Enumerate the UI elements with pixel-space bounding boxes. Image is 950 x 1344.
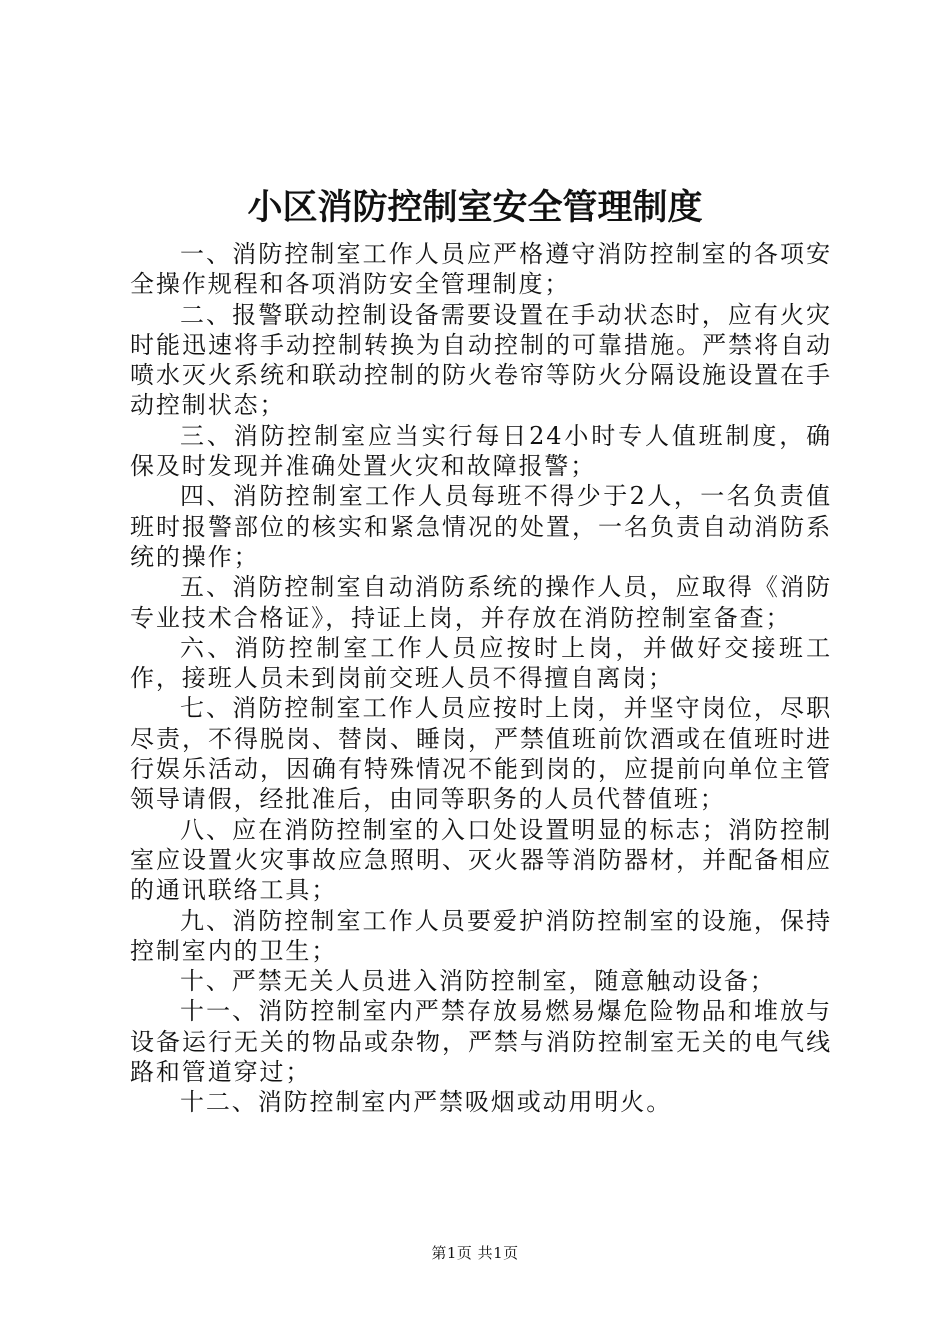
- regulation-item-12: 十二、消防控制室内严禁吸烟或动用明火。: [180, 1088, 673, 1117]
- regulation-item-11: 十一、消防控制室内严禁存放易燃易爆危险物品和堆放与设备运行无关的物品或杂物，严禁与消防控制室无关的电气线路和管道穿过；: [130, 997, 832, 1087]
- regulation-item-2: 二、报警联动控制设备需要设置在手动状态时，应有火灾时能迅速将手动控制转换为自动控制的可靠措施。严禁将自动喷水灭火系统和联动控制的防火卷帘等防火分隔设施设置在手动控制状态；: [130, 300, 832, 420]
- regulation-item-6: 六、消防控制室工作人员应按时上岗，并做好交接班工作，接班人员未到岗前交班人员不得擅自离岗；: [130, 633, 832, 693]
- regulation-item-10: 十、严禁无关人员进入消防控制室，随意触动设备；: [180, 967, 776, 996]
- regulation-item-8: 八、应在消防控制室的入口处设置明显的标志；消防控制室应设置火灾事故应急照明、灭火器等消防器材，并配备相应的通讯联络工具；: [130, 815, 832, 905]
- regulation-item-4: 四、消防控制室工作人员每班不得少于2人，一名负责值班时报警部位的核实和紧急情况的处置，一名负责自动消防系统的操作；: [130, 482, 832, 571]
- regulation-item-9: 九、消防控制室工作人员要爱护消防控制室的设施，保持控制室内的卫生；: [130, 906, 832, 965]
- regulation-item-1: 一、消防控制室工作人员应严格遵守消防控制室的各项安全操作规程和各项消防安全管理制度；: [130, 240, 832, 299]
- regulation-item-7: 七、消防控制室工作人员应按时上岗，并坚守岗位，尽职尽责，不得脱岗、替岗、睡岗，严禁值班前饮酒或在值班时进行娱乐活动，因确有特殊情况不能到岗的，应提前向单位主管领导请假，经批准后，由同等职务的人员代替值班；: [130, 694, 832, 814]
- regulation-item-5: 五、消防控制室自动消防系统的操作人员，应取得《消防专业技术合格证》，持证上岗，并存放在消防控制室备查；: [130, 573, 832, 632]
- regulation-item-3: 三、消防控制室应当实行每日24小时专人值班制度，确保及时发现并准确处置火灾和故障报警；: [130, 421, 832, 481]
- page-title: 小区消防控制室安全管理制度: [247, 188, 703, 228]
- document-body: [130, 239, 832, 1118]
- page-number-footer: 第1页 共1页: [431, 1244, 519, 1262]
